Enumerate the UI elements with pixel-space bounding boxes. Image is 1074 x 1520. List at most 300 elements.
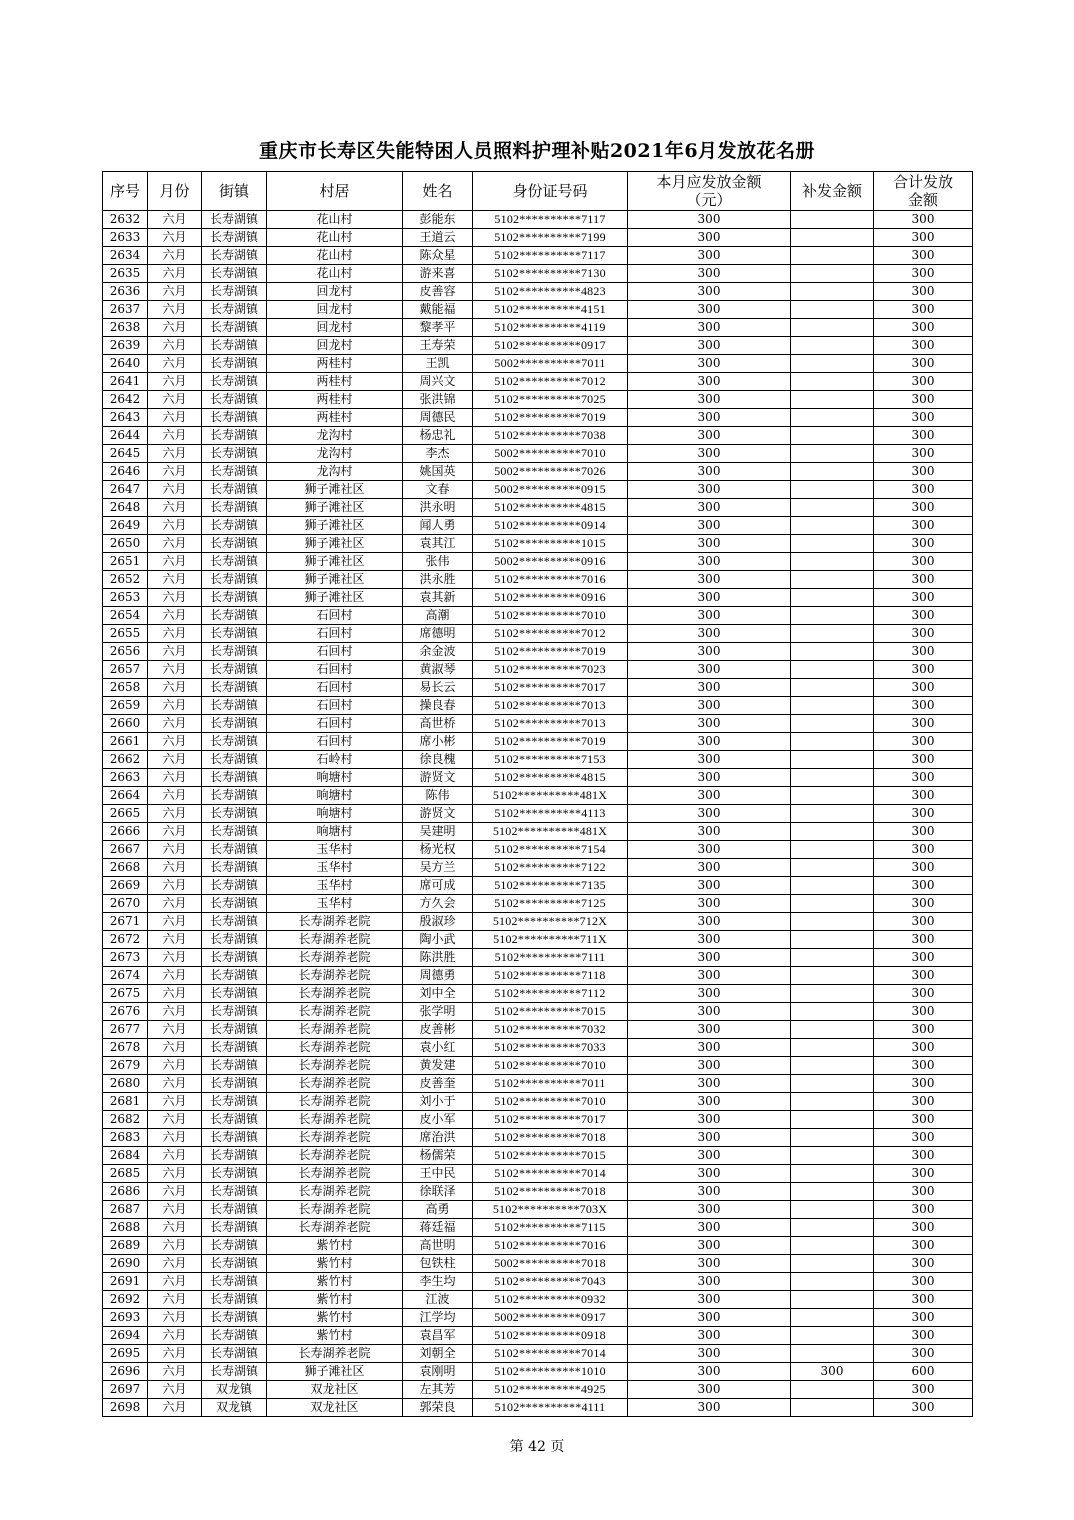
cell-seq: 2644 — [103, 427, 148, 445]
cell-supplement — [791, 463, 874, 481]
cell-amount-due: 300 — [628, 211, 791, 229]
cell-supplement — [791, 733, 874, 751]
cell-amount-due: 300 — [628, 643, 791, 661]
cell-seq: 2681 — [103, 1093, 148, 1111]
cell-village: 长寿湖养老院 — [267, 1111, 403, 1129]
cell-total: 300 — [874, 985, 973, 1003]
cell-amount-due: 300 — [628, 1399, 791, 1417]
cell-supplement — [791, 1273, 874, 1291]
cell-total: 300 — [874, 949, 973, 967]
cell-supplement — [791, 1237, 874, 1255]
cell-seq: 2690 — [103, 1255, 148, 1273]
table-row — [103, 679, 973, 697]
cell-total: 300 — [874, 1183, 973, 1201]
table-row — [103, 499, 973, 517]
cell-month: 六月 — [148, 1111, 202, 1129]
cell-amount-due: 300 — [628, 1291, 791, 1309]
cell-total: 300 — [874, 643, 973, 661]
cell-month: 六月 — [148, 1039, 202, 1057]
cell-id-number: 5102**********7018 — [473, 1183, 628, 1201]
cell-id-number: 5102**********7016 — [473, 1237, 628, 1255]
cell-supplement — [791, 589, 874, 607]
cell-seq: 2679 — [103, 1057, 148, 1075]
header-amount-due-line2: （元） — [686, 191, 732, 209]
cell-total: 300 — [874, 1039, 973, 1057]
cell-seq: 2651 — [103, 553, 148, 571]
cell-id-number: 5002**********7011 — [473, 355, 628, 373]
cell-supplement — [791, 553, 874, 571]
cell-name: 刘朝全 — [403, 1345, 473, 1363]
cell-town: 长寿湖镇 — [202, 643, 267, 661]
cell-supplement — [791, 1201, 874, 1219]
cell-amount-due: 300 — [628, 895, 791, 913]
cell-total: 300 — [874, 283, 973, 301]
cell-supplement — [791, 1039, 874, 1057]
cell-supplement — [791, 301, 874, 319]
cell-village: 长寿湖养老院 — [267, 1201, 403, 1219]
cell-month: 六月 — [148, 499, 202, 517]
cell-town: 长寿湖镇 — [202, 625, 267, 643]
cell-month: 六月 — [148, 211, 202, 229]
cell-id-number: 5102**********0916 — [473, 589, 628, 607]
cell-town: 长寿湖镇 — [202, 535, 267, 553]
cell-supplement — [791, 1057, 874, 1075]
cell-month: 六月 — [148, 1201, 202, 1219]
cell-amount-due: 300 — [628, 535, 791, 553]
cell-town: 长寿湖镇 — [202, 427, 267, 445]
cell-town: 双龙镇 — [202, 1399, 267, 1417]
table-row — [103, 643, 973, 661]
cell-id-number: 5102**********7017 — [473, 1111, 628, 1129]
cell-village: 龙沟村 — [267, 427, 403, 445]
cell-supplement — [791, 913, 874, 931]
cell-name: 王道云 — [403, 229, 473, 247]
cell-month: 六月 — [148, 1129, 202, 1147]
table-row — [103, 715, 973, 733]
table-row — [103, 445, 973, 463]
cell-town: 长寿湖镇 — [202, 1129, 267, 1147]
cell-village: 玉华村 — [267, 841, 403, 859]
cell-total: 300 — [874, 319, 973, 337]
cell-town: 长寿湖镇 — [202, 337, 267, 355]
cell-month: 六月 — [148, 805, 202, 823]
cell-id-number: 5102**********7032 — [473, 1021, 628, 1039]
cell-name: 王中民 — [403, 1165, 473, 1183]
cell-id-number: 5102**********7013 — [473, 715, 628, 733]
cell-village: 长寿湖养老院 — [267, 967, 403, 985]
table-row — [103, 1111, 973, 1129]
cell-id-number: 5102**********711X — [473, 931, 628, 949]
cell-supplement — [791, 391, 874, 409]
cell-seq: 2675 — [103, 985, 148, 1003]
table-row — [103, 535, 973, 553]
cell-village: 狮子滩社区 — [267, 571, 403, 589]
cell-month: 六月 — [148, 715, 202, 733]
cell-town: 长寿湖镇 — [202, 805, 267, 823]
cell-month: 六月 — [148, 535, 202, 553]
cell-name: 张学明 — [403, 1003, 473, 1021]
cell-town: 长寿湖镇 — [202, 607, 267, 625]
cell-amount-due: 300 — [628, 229, 791, 247]
cell-month: 六月 — [148, 859, 202, 877]
table-row — [103, 1327, 973, 1345]
table-row — [103, 967, 973, 985]
table-row — [103, 463, 973, 481]
cell-id-number: 5102**********712X — [473, 913, 628, 931]
cell-amount-due: 300 — [628, 319, 791, 337]
cell-month: 六月 — [148, 679, 202, 697]
table-row — [103, 409, 973, 427]
cell-amount-due: 300 — [628, 499, 791, 517]
table-row — [103, 481, 973, 499]
cell-name: 皮善奎 — [403, 1075, 473, 1093]
cell-total: 300 — [874, 247, 973, 265]
cell-month: 六月 — [148, 607, 202, 625]
cell-id-number: 5102**********4815 — [473, 769, 628, 787]
cell-seq: 2698 — [103, 1399, 148, 1417]
cell-month: 六月 — [148, 1021, 202, 1039]
cell-id-number: 5102**********1010 — [473, 1363, 628, 1381]
cell-seq: 2670 — [103, 895, 148, 913]
cell-id-number: 5102**********7010 — [473, 1057, 628, 1075]
cell-name: 陶小武 — [403, 931, 473, 949]
cell-amount-due: 300 — [628, 1075, 791, 1093]
cell-total: 300 — [874, 787, 973, 805]
header-supplement: 补发金额 — [791, 172, 874, 211]
cell-seq: 2694 — [103, 1327, 148, 1345]
cell-village: 玉华村 — [267, 895, 403, 913]
cell-amount-due: 300 — [628, 733, 791, 751]
cell-amount-due: 300 — [628, 805, 791, 823]
cell-amount-due: 300 — [628, 355, 791, 373]
cell-month: 六月 — [148, 283, 202, 301]
cell-name: 黄发建 — [403, 1057, 473, 1075]
cell-town: 长寿湖镇 — [202, 1057, 267, 1075]
cell-id-number: 5102**********7016 — [473, 571, 628, 589]
cell-total: 300 — [874, 481, 973, 499]
cell-id-number: 5102**********0932 — [473, 1291, 628, 1309]
cell-seq: 2667 — [103, 841, 148, 859]
cell-supplement — [791, 607, 874, 625]
cell-supplement — [791, 319, 874, 337]
cell-supplement — [791, 1021, 874, 1039]
cell-month: 六月 — [148, 1075, 202, 1093]
cell-amount-due: 300 — [628, 481, 791, 499]
cell-month: 六月 — [148, 1309, 202, 1327]
table-row — [103, 859, 973, 877]
cell-name: 袁昌军 — [403, 1327, 473, 1345]
cell-seq: 2647 — [103, 481, 148, 499]
cell-name: 李杰 — [403, 445, 473, 463]
cell-town: 长寿湖镇 — [202, 1039, 267, 1057]
cell-name: 徐良槐 — [403, 751, 473, 769]
cell-seq: 2672 — [103, 931, 148, 949]
cell-village: 两桂村 — [267, 409, 403, 427]
cell-village: 石回村 — [267, 679, 403, 697]
cell-total: 300 — [874, 1219, 973, 1237]
cell-total: 300 — [874, 679, 973, 697]
cell-town: 长寿湖镇 — [202, 967, 267, 985]
cell-amount-due: 300 — [628, 679, 791, 697]
table-row — [103, 913, 973, 931]
cell-total: 300 — [874, 535, 973, 553]
cell-name: 方久会 — [403, 895, 473, 913]
cell-village: 长寿湖养老院 — [267, 1075, 403, 1093]
table-row — [103, 985, 973, 1003]
cell-total: 300 — [874, 499, 973, 517]
cell-month: 六月 — [148, 661, 202, 679]
cell-month: 六月 — [148, 1273, 202, 1291]
cell-village: 回龙村 — [267, 319, 403, 337]
cell-total: 300 — [874, 967, 973, 985]
cell-village: 长寿湖养老院 — [267, 1021, 403, 1039]
cell-name: 高世桥 — [403, 715, 473, 733]
cell-village: 长寿湖养老院 — [267, 931, 403, 949]
cell-name: 殷淑珍 — [403, 913, 473, 931]
table-row — [103, 1381, 973, 1399]
cell-month: 六月 — [148, 625, 202, 643]
cell-total: 300 — [874, 895, 973, 913]
cell-amount-due: 300 — [628, 283, 791, 301]
cell-supplement — [791, 337, 874, 355]
cell-seq: 2673 — [103, 949, 148, 967]
cell-supplement — [791, 1309, 874, 1327]
cell-id-number: 5102**********7125 — [473, 895, 628, 913]
cell-month: 六月 — [148, 1363, 202, 1381]
cell-amount-due: 300 — [628, 1021, 791, 1039]
cell-village: 花山村 — [267, 211, 403, 229]
cell-total: 300 — [874, 1075, 973, 1093]
cell-village: 紫竹村 — [267, 1291, 403, 1309]
cell-amount-due: 300 — [628, 1165, 791, 1183]
cell-town: 长寿湖镇 — [202, 571, 267, 589]
cell-village: 狮子滩社区 — [267, 517, 403, 535]
cell-id-number: 5102**********7012 — [473, 373, 628, 391]
cell-total: 300 — [874, 1003, 973, 1021]
cell-amount-due: 300 — [628, 1309, 791, 1327]
cell-total: 300 — [874, 1291, 973, 1309]
cell-month: 六月 — [148, 643, 202, 661]
cell-amount-due: 300 — [628, 913, 791, 931]
cell-amount-due: 300 — [628, 247, 791, 265]
cell-id-number: 5102**********4151 — [473, 301, 628, 319]
cell-supplement — [791, 445, 874, 463]
cell-total: 300 — [874, 1057, 973, 1075]
cell-month: 六月 — [148, 1165, 202, 1183]
cell-supplement — [791, 787, 874, 805]
table-row — [103, 823, 973, 841]
header-total-line2: 金额 — [907, 191, 938, 209]
cell-village: 长寿湖养老院 — [267, 1345, 403, 1363]
cell-supplement — [791, 877, 874, 895]
table-row — [103, 841, 973, 859]
cell-town: 长寿湖镇 — [202, 679, 267, 697]
cell-supplement — [791, 859, 874, 877]
cell-seq: 2657 — [103, 661, 148, 679]
cell-name: 皮善彬 — [403, 1021, 473, 1039]
cell-id-number: 5102**********7019 — [473, 733, 628, 751]
cell-town: 长寿湖镇 — [202, 1183, 267, 1201]
table-row — [103, 391, 973, 409]
cell-seq: 2685 — [103, 1165, 148, 1183]
cell-month: 六月 — [148, 1381, 202, 1399]
cell-month: 六月 — [148, 697, 202, 715]
cell-name: 王寿荣 — [403, 337, 473, 355]
cell-total: 300 — [874, 229, 973, 247]
cell-name: 袁小红 — [403, 1039, 473, 1057]
cell-village: 石岭村 — [267, 751, 403, 769]
cell-town: 长寿湖镇 — [202, 913, 267, 931]
cell-amount-due: 300 — [628, 409, 791, 427]
cell-seq: 2668 — [103, 859, 148, 877]
table-row — [103, 1165, 973, 1183]
cell-id-number: 5102**********7010 — [473, 1093, 628, 1111]
table-row — [103, 337, 973, 355]
cell-town: 长寿湖镇 — [202, 283, 267, 301]
roster-table — [102, 171, 973, 1417]
cell-month: 六月 — [148, 1003, 202, 1021]
cell-amount-due: 300 — [628, 571, 791, 589]
cell-total: 300 — [874, 1237, 973, 1255]
cell-town: 长寿湖镇 — [202, 1327, 267, 1345]
cell-name: 郭荣良 — [403, 1399, 473, 1417]
cell-id-number: 5102**********481X — [473, 823, 628, 841]
cell-seq: 2666 — [103, 823, 148, 841]
cell-name: 高勇 — [403, 1201, 473, 1219]
document-title: 重庆市长寿区失能特困人员照料护理补贴2021年6月发放花名册 — [258, 140, 816, 162]
header-village: 村居 — [267, 172, 403, 211]
cell-town: 长寿湖镇 — [202, 247, 267, 265]
cell-seq: 2669 — [103, 877, 148, 895]
table-row — [103, 1345, 973, 1363]
cell-town: 长寿湖镇 — [202, 859, 267, 877]
cell-name: 袁刚明 — [403, 1363, 473, 1381]
table-row — [103, 283, 973, 301]
cell-id-number: 5102**********4111 — [473, 1399, 628, 1417]
cell-seq: 2633 — [103, 229, 148, 247]
cell-total: 300 — [874, 913, 973, 931]
cell-supplement — [791, 625, 874, 643]
cell-village: 石回村 — [267, 625, 403, 643]
cell-village: 狮子滩社区 — [267, 481, 403, 499]
cell-town: 长寿湖镇 — [202, 661, 267, 679]
cell-supplement — [791, 1147, 874, 1165]
cell-total: 300 — [874, 265, 973, 283]
cell-amount-due: 300 — [628, 1039, 791, 1057]
table-row — [103, 1129, 973, 1147]
table-row — [103, 1039, 973, 1057]
cell-supplement — [791, 1183, 874, 1201]
cell-town: 长寿湖镇 — [202, 751, 267, 769]
cell-town: 长寿湖镇 — [202, 373, 267, 391]
cell-id-number: 5102**********4823 — [473, 283, 628, 301]
table-row — [103, 1237, 973, 1255]
cell-name: 洪永明 — [403, 499, 473, 517]
cell-total: 300 — [874, 1273, 973, 1291]
cell-town: 长寿湖镇 — [202, 499, 267, 517]
cell-id-number: 5102**********7154 — [473, 841, 628, 859]
table-row — [103, 1147, 973, 1165]
cell-seq: 2680 — [103, 1075, 148, 1093]
cell-village: 回龙村 — [267, 301, 403, 319]
cell-seq: 2689 — [103, 1237, 148, 1255]
cell-village: 响塘村 — [267, 787, 403, 805]
cell-month: 六月 — [148, 823, 202, 841]
cell-seq: 2664 — [103, 787, 148, 805]
cell-id-number: 5002**********0917 — [473, 1309, 628, 1327]
cell-id-number: 5002**********7018 — [473, 1255, 628, 1273]
cell-supplement — [791, 1129, 874, 1147]
cell-month: 六月 — [148, 265, 202, 283]
cell-id-number: 5002**********0916 — [473, 553, 628, 571]
cell-id-number: 5102**********7011 — [473, 1075, 628, 1093]
cell-name: 李生均 — [403, 1273, 473, 1291]
cell-seq: 2665 — [103, 805, 148, 823]
cell-amount-due: 300 — [628, 841, 791, 859]
cell-id-number: 5102**********7112 — [473, 985, 628, 1003]
cell-town: 双龙镇 — [202, 1381, 267, 1399]
cell-name: 易长云 — [403, 679, 473, 697]
cell-total: 300 — [874, 1147, 973, 1165]
cell-seq: 2634 — [103, 247, 148, 265]
cell-town: 长寿湖镇 — [202, 1273, 267, 1291]
table-row — [103, 1003, 973, 1021]
cell-total: 300 — [874, 301, 973, 319]
cell-month: 六月 — [148, 229, 202, 247]
header-town: 街镇 — [202, 172, 267, 211]
cell-seq: 2683 — [103, 1129, 148, 1147]
cell-amount-due: 300 — [628, 1327, 791, 1345]
cell-name: 高世明 — [403, 1237, 473, 1255]
cell-name: 徐联泽 — [403, 1183, 473, 1201]
cell-seq: 2674 — [103, 967, 148, 985]
cell-seq: 2639 — [103, 337, 148, 355]
cell-id-number: 5002**********0915 — [473, 481, 628, 499]
header-total-line1: 合计发放 — [892, 173, 953, 191]
cell-month: 六月 — [148, 841, 202, 859]
cell-id-number: 5102**********4119 — [473, 319, 628, 337]
cell-name: 江波 — [403, 1291, 473, 1309]
cell-town: 长寿湖镇 — [202, 949, 267, 967]
cell-total: 300 — [874, 751, 973, 769]
table-row — [103, 1219, 973, 1237]
header-amount-due — [628, 172, 791, 211]
cell-total: 300 — [874, 355, 973, 373]
cell-amount-due: 300 — [628, 1129, 791, 1147]
table-row — [103, 517, 973, 535]
cell-village: 两桂村 — [267, 373, 403, 391]
cell-village: 石回村 — [267, 697, 403, 715]
cell-id-number: 5102**********7012 — [473, 625, 628, 643]
cell-town: 长寿湖镇 — [202, 1345, 267, 1363]
cell-seq: 2697 — [103, 1381, 148, 1399]
cell-amount-due: 300 — [628, 1381, 791, 1399]
cell-id-number: 5102**********4113 — [473, 805, 628, 823]
cell-town: 长寿湖镇 — [202, 787, 267, 805]
cell-supplement — [791, 409, 874, 427]
cell-id-number: 5102**********7117 — [473, 247, 628, 265]
cell-name: 游贤文 — [403, 769, 473, 787]
cell-id-number: 5102**********7118 — [473, 967, 628, 985]
cell-town: 长寿湖镇 — [202, 553, 267, 571]
cell-id-number: 5102**********4925 — [473, 1381, 628, 1399]
cell-name: 王凯 — [403, 355, 473, 373]
header-id-number: 身份证号码 — [473, 172, 628, 211]
cell-amount-due: 300 — [628, 1255, 791, 1273]
cell-month: 六月 — [148, 571, 202, 589]
cell-village: 龙沟村 — [267, 445, 403, 463]
cell-total: 300 — [874, 1399, 973, 1417]
